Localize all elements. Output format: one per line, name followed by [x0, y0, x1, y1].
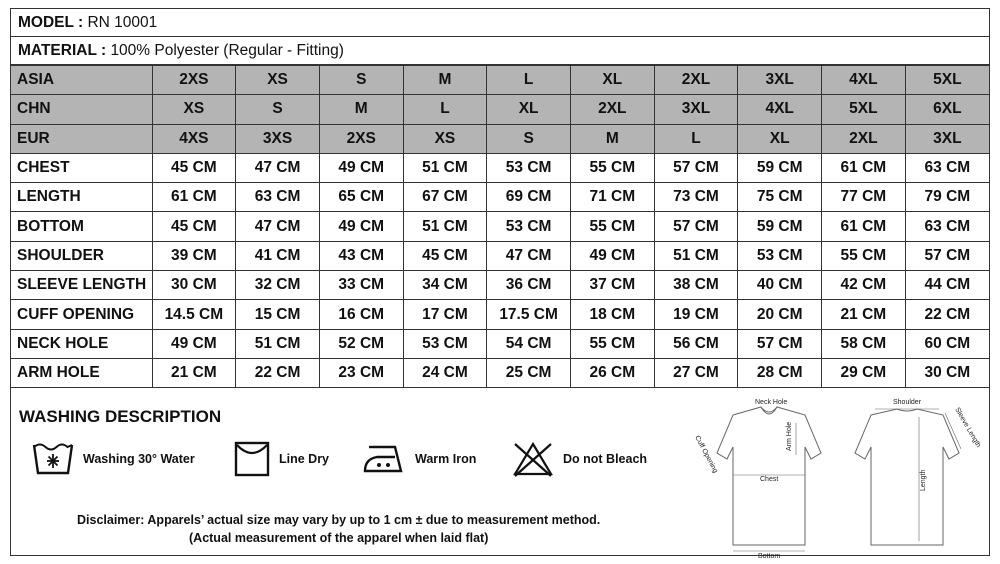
row-label: ARM HOLE [11, 358, 152, 387]
measurement-cell: 42 CM [822, 271, 906, 300]
size-cell: S [236, 95, 320, 124]
measurement-cell: 61 CM [822, 212, 906, 241]
label-length: Length [920, 469, 927, 491]
no-bleach-icon [511, 439, 555, 479]
measurement-cell: 47 CM [487, 241, 571, 270]
row-label: CUFF OPENING [11, 300, 152, 329]
measurement-cell: 63 CM [905, 212, 989, 241]
measurement-cell: 44 CM [905, 271, 989, 300]
measurement-cell: 61 CM [152, 183, 236, 212]
measurement-cell: 56 CM [654, 329, 738, 358]
measurement-cell: 33 CM [319, 271, 403, 300]
measurement-cell: 17 CM [403, 300, 487, 329]
measurement-cell: 37 CM [570, 271, 654, 300]
row-label: CHN [11, 95, 152, 124]
size-cell: L [654, 124, 738, 153]
size-cell: XS [152, 95, 236, 124]
label-sleeve-length: Sleeve Length [953, 406, 982, 449]
care-item-iron [361, 437, 476, 481]
measurement-cell: 45 CM [403, 241, 487, 270]
measurement-row [11, 300, 989, 329]
size-cell: M [570, 124, 654, 153]
tshirt-diagram [681, 395, 982, 560]
measurement-row [11, 329, 989, 358]
size-cell: 2XL [822, 124, 906, 153]
measurement-cell: 57 CM [654, 212, 738, 241]
measurement-cell: 55 CM [570, 212, 654, 241]
measurement-row [11, 271, 989, 300]
measurement-cell: 54 CM [487, 329, 571, 358]
measurement-cell: 39 CM [152, 241, 236, 270]
measurement-cell: 58 CM [822, 329, 906, 358]
size-cell: S [319, 66, 403, 95]
care-item-bleach [511, 437, 647, 481]
material-value: 100% Polyester (Regular - Fitting) [110, 42, 344, 59]
measurement-cell: 53 CM [487, 153, 571, 182]
measurement-cell: 51 CM [654, 241, 738, 270]
care-label-bleach: Do not Bleach [563, 452, 648, 466]
front-tshirt-icon [693, 399, 821, 560]
row-label: ASIA [11, 66, 152, 95]
size-cell: 3XS [236, 124, 320, 153]
measurement-cell: 75 CM [738, 183, 822, 212]
label-chest: Chest [760, 476, 779, 483]
size-table [11, 65, 989, 388]
size-cell: L [487, 66, 571, 95]
size-cell: XS [403, 124, 487, 153]
size-cell: 2XS [319, 124, 403, 153]
line-dry-icon [233, 439, 271, 479]
size-chart [10, 8, 990, 560]
measurement-row [11, 212, 989, 241]
size-cell: M [319, 95, 403, 124]
size-cell: 4XL [822, 66, 906, 95]
measurement-cell: 65 CM [319, 183, 403, 212]
measurement-cell: 22 CM [905, 300, 989, 329]
size-cell: S [487, 124, 571, 153]
back-tshirt-icon [855, 399, 982, 545]
disclaimer: Disclaimer: Apparels’ actual size may vary by up to 1 cm ± due to measurement method. [77, 513, 601, 527]
measurement-cell: 32 CM [236, 271, 320, 300]
size-cell: XL [487, 95, 571, 124]
measurement-cell: 19 CM [654, 300, 738, 329]
measurement-cell: 25 CM [487, 358, 571, 387]
measurement-cell: 73 CM [654, 183, 738, 212]
measurement-cell: 21 CM [822, 300, 906, 329]
label-cuff-opening: Cuff Opening [693, 434, 719, 475]
measurement-cell: 38 CM [654, 271, 738, 300]
measurement-cell: 26 CM [570, 358, 654, 387]
model-label: MODEL : [18, 14, 84, 31]
measurement-cell: 30 CM [152, 271, 236, 300]
size-cell: 2XS [152, 66, 236, 95]
care-label-dry: Line Dry [279, 452, 330, 466]
measurement-cell: 45 CM [152, 153, 236, 182]
size-cell: 2XL [654, 66, 738, 95]
measurement-cell: 49 CM [319, 153, 403, 182]
measurement-cell: 47 CM [236, 153, 320, 182]
measurement-cell: 71 CM [570, 183, 654, 212]
care-item-wash [31, 437, 195, 481]
measurement-cell: 17.5 CM [487, 300, 571, 329]
measurement-cell: 29 CM [822, 358, 906, 387]
washing-section [11, 385, 989, 560]
measurement-cell: 23 CM [319, 358, 403, 387]
measurement-row [11, 241, 989, 270]
size-cell: 4XS [152, 124, 236, 153]
measurement-cell: 21 CM [152, 358, 236, 387]
row-label: SHOULDER [11, 241, 152, 270]
size-cell: XS [236, 66, 320, 95]
measurement-cell: 15 CM [236, 300, 320, 329]
warm-iron-icon [361, 439, 407, 479]
care-label-wash: Washing 30° Water [83, 452, 195, 466]
measurement-cell: 22 CM [236, 358, 320, 387]
washing-title: WASHING DESCRIPTION [19, 407, 222, 426]
material-row [11, 37, 989, 65]
size-cell: 6XL [905, 95, 989, 124]
size-cell: 3XL [654, 95, 738, 124]
measurement-cell: 30 CM [905, 358, 989, 387]
measurement-cell: 40 CM [738, 271, 822, 300]
label-arm-hole: Arm Hole [786, 421, 793, 451]
row-label: LENGTH [11, 183, 152, 212]
size-header-row [11, 95, 989, 124]
row-label: NECK HOLE [11, 329, 152, 358]
size-cell: 5XL [905, 66, 989, 95]
measurement-row [11, 358, 989, 387]
measurement-cell: 57 CM [905, 241, 989, 270]
care-label-iron: Warm Iron [415, 452, 477, 466]
size-cell: 4XL [738, 95, 822, 124]
measurement-cell: 51 CM [236, 329, 320, 358]
measurement-cell: 47 CM [236, 212, 320, 241]
measurement-cell: 55 CM [570, 153, 654, 182]
measurement-cell: 59 CM [738, 153, 822, 182]
measurement-cell: 28 CM [738, 358, 822, 387]
care-item-dry [233, 437, 329, 481]
disclaimer-note: (Actual measurement of the apparel when laid flat) [189, 531, 489, 545]
measurement-cell: 55 CM [570, 329, 654, 358]
measurement-cell: 14.5 CM [152, 300, 236, 329]
measurement-cell: 27 CM [654, 358, 738, 387]
material-label: MATERIAL : [18, 42, 107, 59]
measurement-cell: 16 CM [319, 300, 403, 329]
size-cell: 2XL [570, 95, 654, 124]
measurement-cell: 53 CM [403, 329, 487, 358]
measurement-cell: 59 CM [738, 212, 822, 241]
measurement-cell: 77 CM [822, 183, 906, 212]
measurement-cell: 55 CM [822, 241, 906, 270]
measurement-cell: 41 CM [236, 241, 320, 270]
measurement-cell: 52 CM [319, 329, 403, 358]
measurement-cell: 34 CM [403, 271, 487, 300]
label-bottom: Bottom [758, 553, 781, 560]
measurement-cell: 67 CM [403, 183, 487, 212]
row-label: SLEEVE LENGTH [11, 271, 152, 300]
measurement-cell: 20 CM [738, 300, 822, 329]
measurement-cell: 51 CM [403, 212, 487, 241]
measurement-cell: 49 CM [319, 212, 403, 241]
measurement-cell: 43 CM [319, 241, 403, 270]
wash-30-icon [31, 439, 75, 479]
row-label: EUR [11, 124, 152, 153]
model-row [11, 9, 989, 37]
measurement-cell: 63 CM [905, 153, 989, 182]
measurement-row [11, 153, 989, 182]
row-label: CHEST [11, 153, 152, 182]
size-cell: 3XL [738, 66, 822, 95]
measurement-cell: 24 CM [403, 358, 487, 387]
size-cell: XL [738, 124, 822, 153]
measurement-cell: 36 CM [487, 271, 571, 300]
measurement-cell: 79 CM [905, 183, 989, 212]
measurement-cell: 60 CM [905, 329, 989, 358]
measurement-cell: 53 CM [487, 212, 571, 241]
size-header-row [11, 66, 989, 95]
label-neck-hole: Neck Hole [755, 399, 788, 406]
size-cell: XL [570, 66, 654, 95]
label-shoulder: Shoulder [893, 399, 922, 406]
measurement-row [11, 183, 989, 212]
measurement-cell: 49 CM [570, 241, 654, 270]
measurement-cell: 57 CM [738, 329, 822, 358]
measurement-cell: 53 CM [738, 241, 822, 270]
measurement-cell: 18 CM [570, 300, 654, 329]
model-value: RN 10001 [87, 14, 158, 31]
size-cell: L [403, 95, 487, 124]
measurement-cell: 51 CM [403, 153, 487, 182]
measurement-cell: 45 CM [152, 212, 236, 241]
measurement-cell: 57 CM [654, 153, 738, 182]
measurement-cell: 63 CM [236, 183, 320, 212]
measurement-cell: 49 CM [152, 329, 236, 358]
size-cell: M [403, 66, 487, 95]
measurement-cell: 61 CM [822, 153, 906, 182]
size-header-row [11, 124, 989, 153]
measurement-cell: 69 CM [487, 183, 571, 212]
size-cell: 3XL [905, 124, 989, 153]
size-cell: 5XL [822, 95, 906, 124]
row-label: BOTTOM [11, 212, 152, 241]
